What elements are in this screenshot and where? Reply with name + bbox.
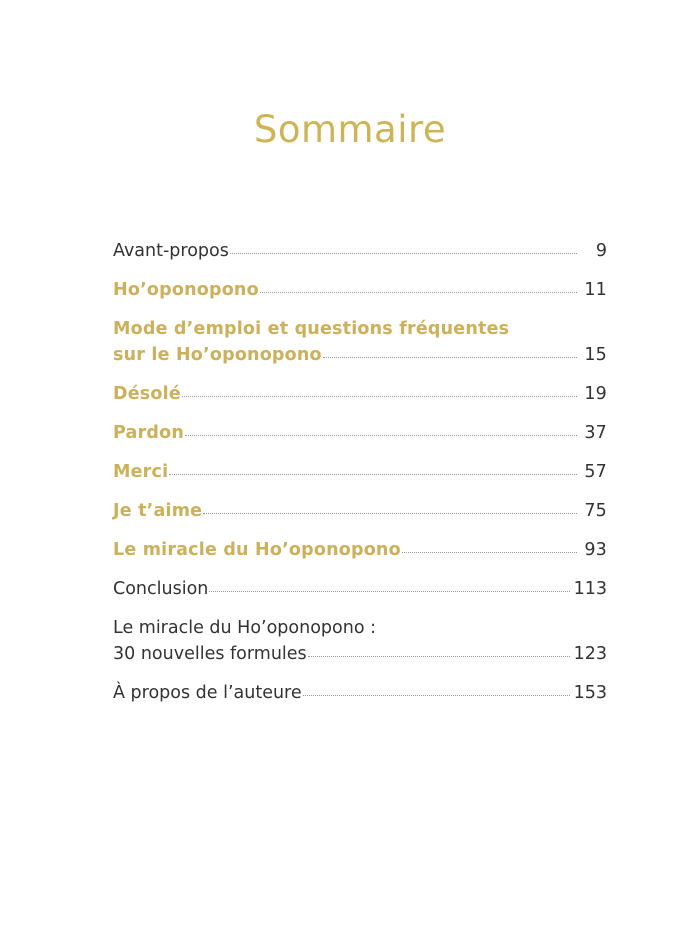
dot-leader [203,512,577,514]
toc-entry-label: 30 nouvelles formules [113,644,307,664]
toc-entry-conclusion[interactable] [113,576,607,602]
dot-leader [182,395,577,397]
toc-page-number: 75 [584,501,607,521]
toc-entry-label: Conclusion [113,579,209,599]
toc-page-number: 57 [584,462,607,482]
toc-entry-hooponopono[interactable] [113,277,607,303]
toc-entry-label-line1: Le miracle du Ho’oponopono : [113,618,376,638]
dot-leader [260,291,577,293]
dot-leader [185,434,577,436]
toc-page-number: 19 [584,384,607,404]
toc-entry-label: Désolé [113,384,181,404]
dot-leader [323,356,577,358]
dot-leader [303,694,570,696]
dot-leader [308,655,570,657]
toc-entry-label: Avant-propos [113,241,229,261]
toc-page-number: 113 [573,579,607,599]
toc-page-number: 9 [595,241,607,261]
toc-entry-je-taime[interactable] [113,498,607,524]
toc-entry-label: Ho’oponopono [113,280,259,300]
toc-entry-pardon[interactable] [113,420,607,446]
toc-entry-avant-propos[interactable] [113,238,607,264]
toc-entry-label: À propos de l’auteure [113,683,302,703]
dot-leader [169,473,577,475]
toc-entry-label: Pardon [113,423,185,443]
table-of-contents [113,238,607,706]
page-title: Sommaire [253,108,447,151]
toc-entry-label: sur le Ho’oponopono [113,345,322,365]
toc-entry-label-line1: Mode d’emploi et questions fréquentes [113,319,510,339]
toc-entry-a-propos-auteure[interactable] [113,680,607,706]
toc-page-number: 15 [584,345,607,365]
dot-leader [230,252,577,254]
toc-page-number: 37 [584,423,607,443]
toc-entry-merci[interactable] [113,459,607,485]
toc-page-number: 153 [573,683,607,703]
toc-page-number: 123 [573,644,607,664]
toc-entry-label: Je t’aime [113,501,203,521]
toc-entry-le-miracle[interactable] [113,537,607,563]
dot-leader [402,551,577,553]
toc-entry-mode-emploi[interactable] [113,316,607,368]
toc-page-number: 93 [584,540,607,560]
toc-entry-desole[interactable] [113,381,607,407]
toc-entry-label: Le miracle du Ho’oponopono [113,540,401,560]
dot-leader [209,590,569,592]
toc-entry-30-formules[interactable] [113,615,607,667]
toc-page-number: 11 [584,280,607,300]
toc-entry-label: Merci [113,462,169,482]
